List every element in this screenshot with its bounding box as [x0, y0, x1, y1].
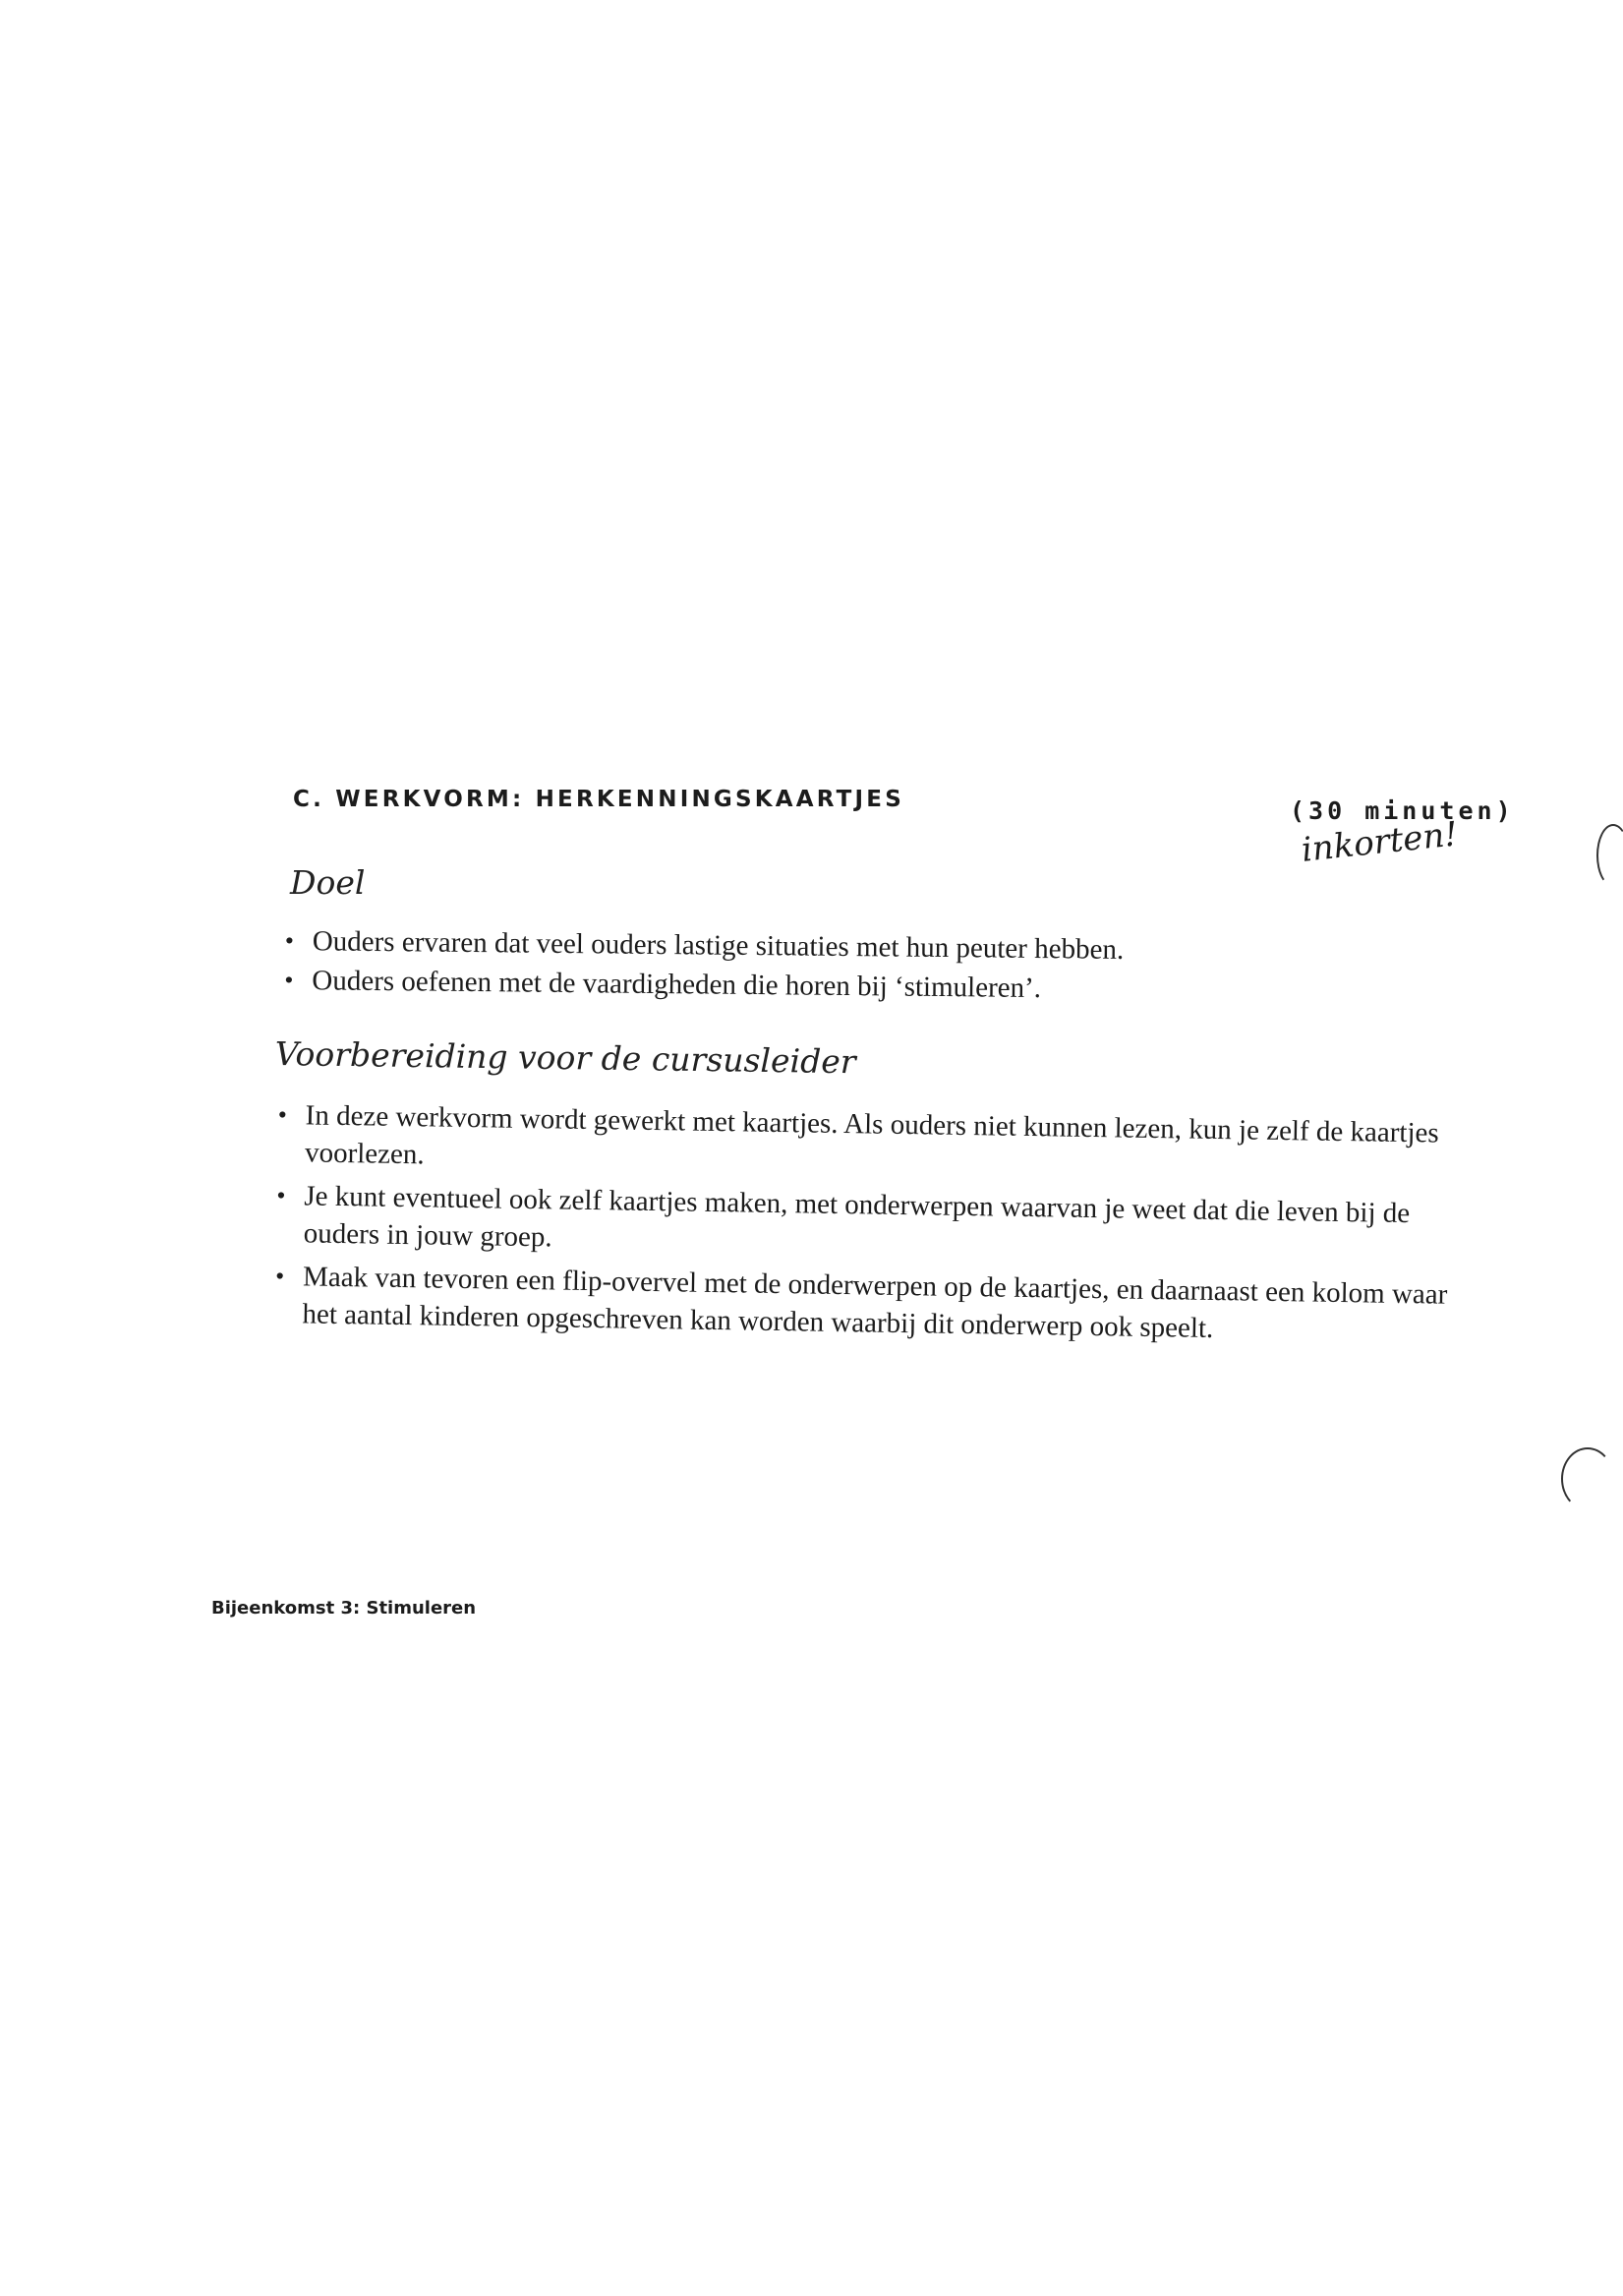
list-item	[277, 1096, 1487, 1190]
bullet-icon: •	[284, 965, 294, 995]
list-item-text: Je kunt eventueel ook zelf kaartjes maken, met onderwerpen waarvan je weet dat die leven bij de ouders in jouw groep.	[303, 1180, 1411, 1254]
voorbereiding-list	[274, 1096, 1487, 1357]
list-item-text: Ouders ervaren dat veel ouders lastige situaties met hun peuter hebben.	[312, 925, 1125, 966]
bullet-icon: •	[284, 925, 295, 956]
list-item	[276, 1177, 1486, 1270]
list-item-text: Ouders oefenen met de vaardigheden die horen bij ‘stimuleren’.	[312, 965, 1042, 1005]
list-item	[274, 1258, 1484, 1351]
bullet-icon: •	[277, 1099, 288, 1130]
bullet-icon: •	[274, 1261, 285, 1291]
bullet-icon: •	[276, 1180, 286, 1210]
page-footer: Bijeenkomst 3: Stimuleren	[211, 1598, 477, 1619]
scan-artifact-arc	[1596, 824, 1623, 887]
list-item-text: Maak van tevoren een flip-overvel met de onderwerpen op de kaartjes, en daarnaast een kolom waar het aantal kinderen opgeschreven kan worden waarbij dit onderwerp ook speelt.	[302, 1261, 1448, 1344]
scan-artifact-arc	[1561, 1447, 1614, 1510]
duration-label: (30 minuten)	[1290, 796, 1515, 825]
doel-list	[284, 922, 1327, 1012]
voorbereiding-heading: Voorbereiding voor de cursusleider	[274, 1034, 856, 1082]
section-heading: C. WERKVORM: HERKENNINGSKAARTJES	[293, 787, 904, 812]
handwritten-note: inkorten!	[1300, 814, 1460, 870]
doel-heading: Doel	[290, 863, 366, 902]
list-item-text: In deze werkvorm wordt gewerkt met kaartjes. Als ouders niet kunnen lezen, kun je zelf de kaartjes voorlezen.	[304, 1099, 1439, 1171]
